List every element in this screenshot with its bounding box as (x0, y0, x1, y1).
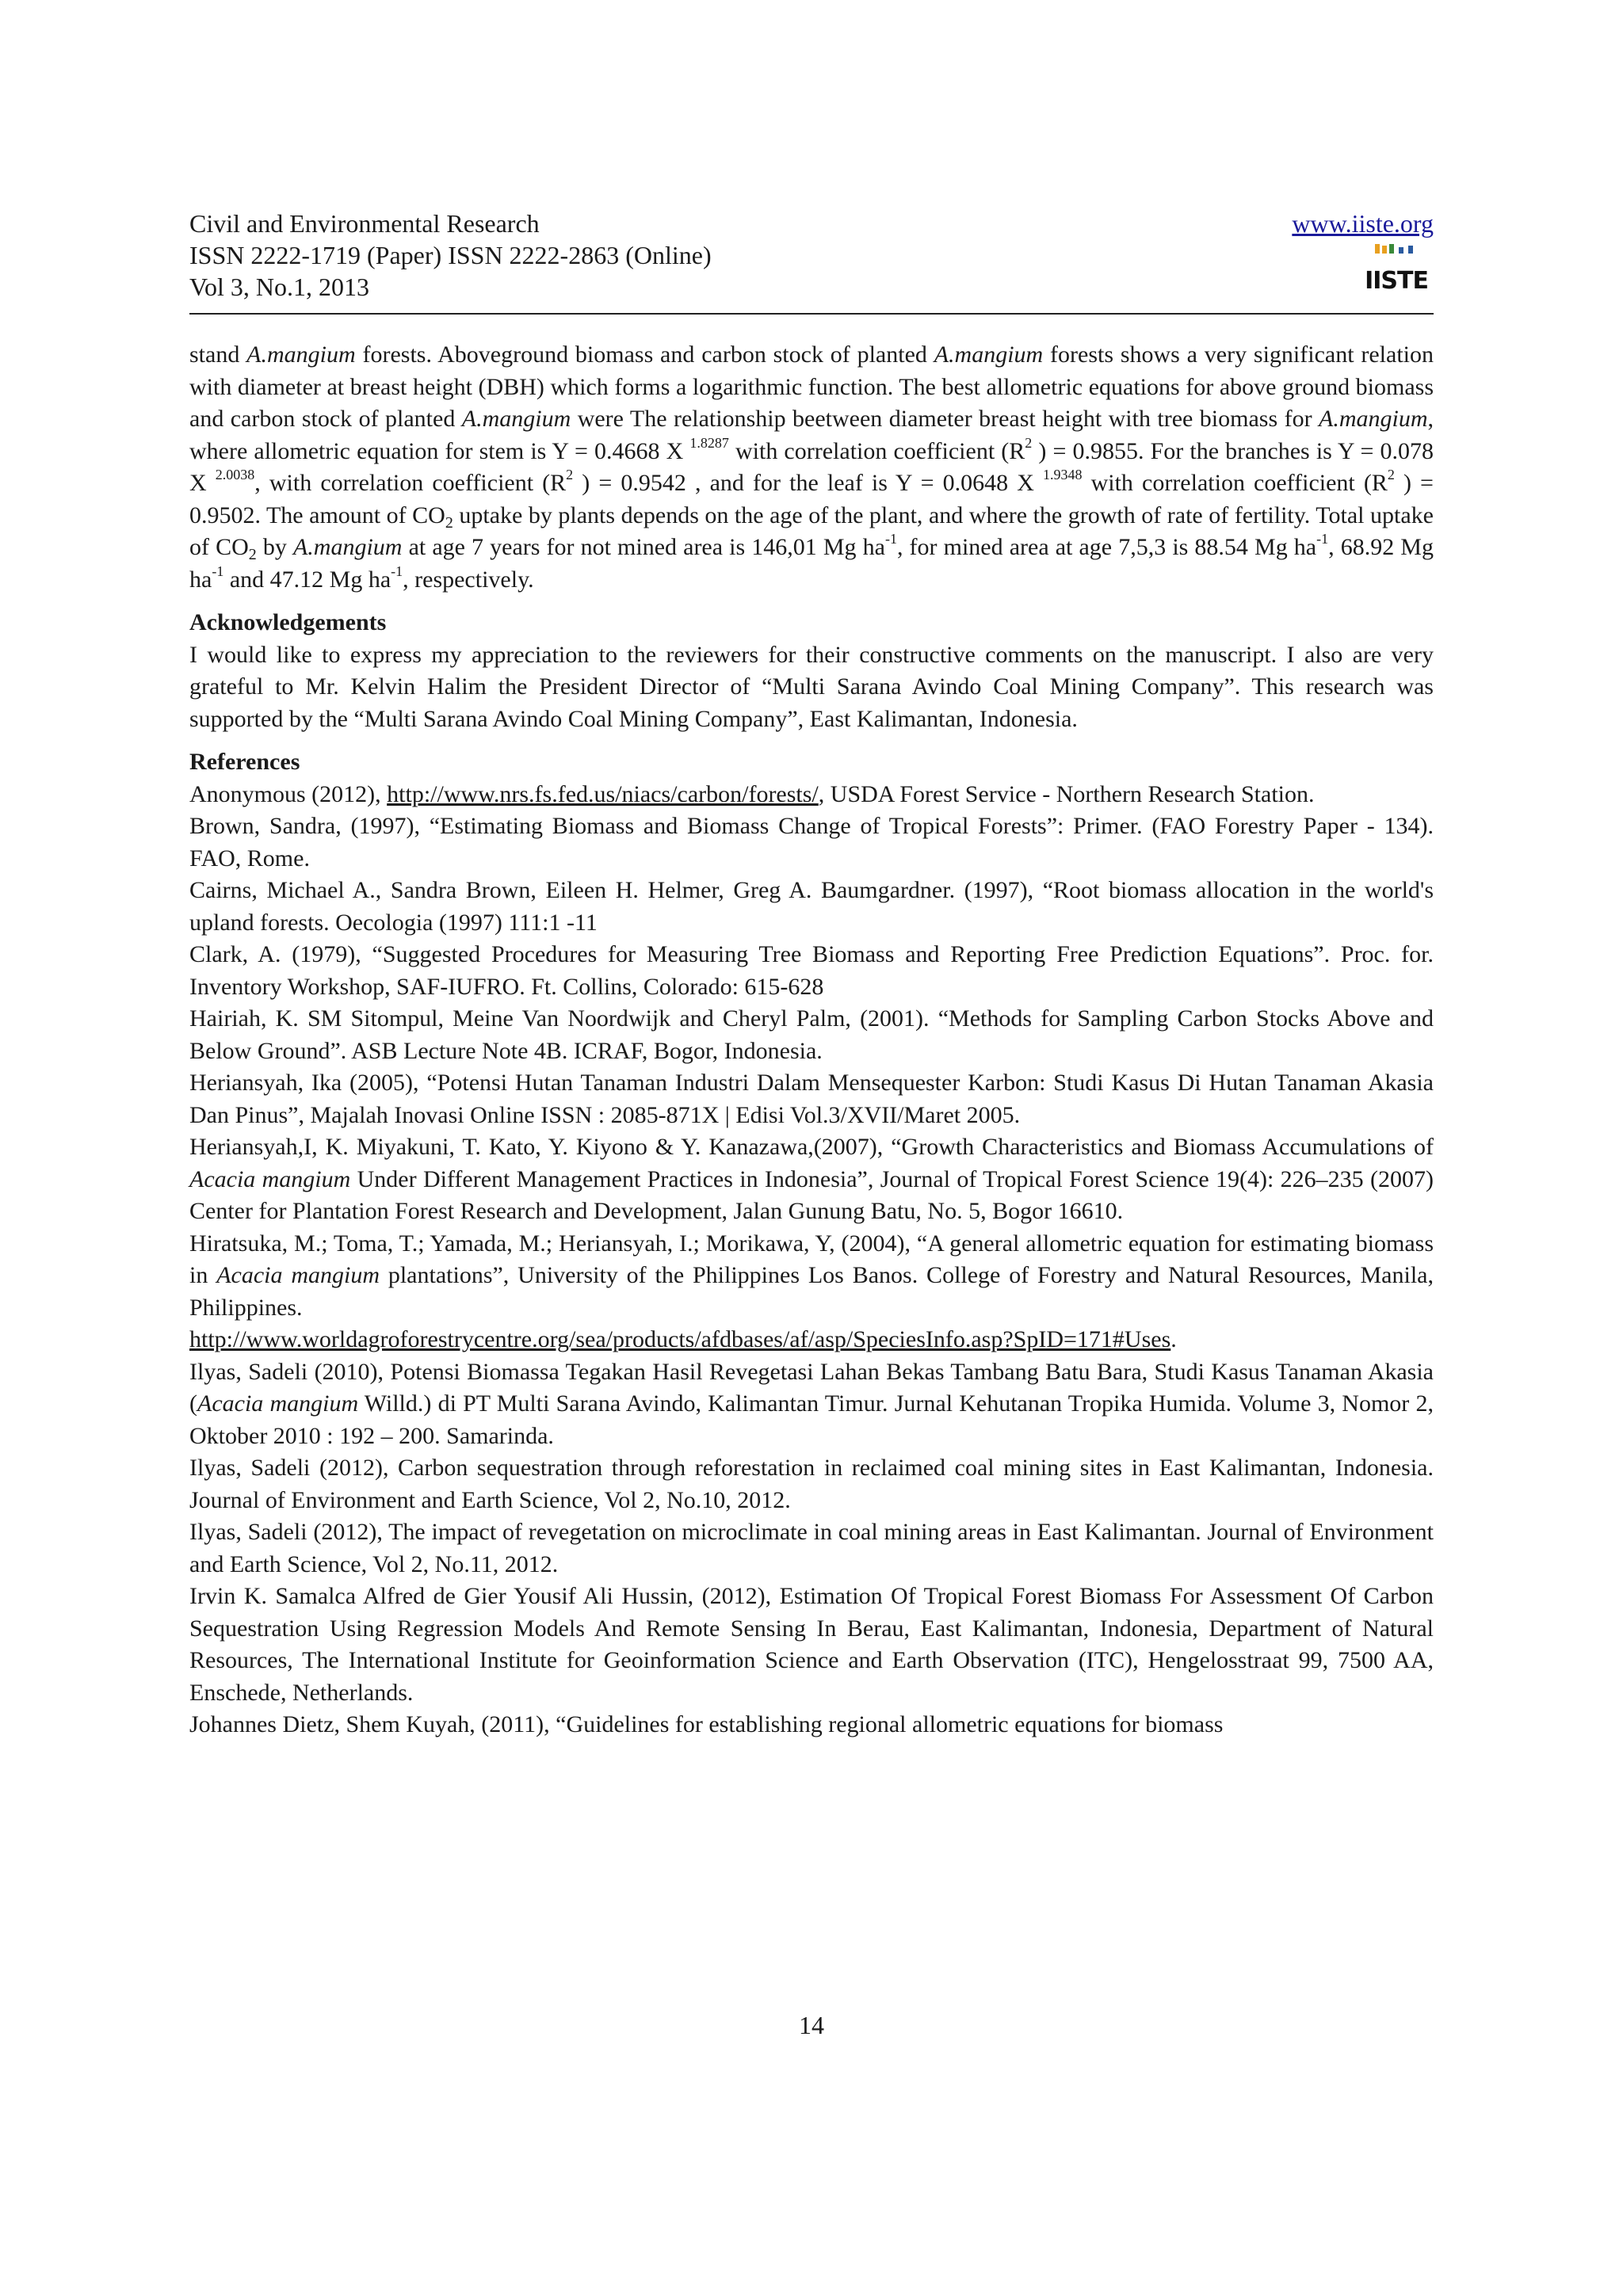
reference-item: Cairns, Michael A., Sandra Brown, Eileen H. Helmer, Greg A. Baumgardner. (1997), “Root biomass allocation in the world's upland forests. Oecologia (1997) 111:1 -11 (189, 877, 1434, 936)
journal-header (189, 208, 1434, 303)
journal-title: Civil and Environmental Research (189, 209, 540, 238)
conclusion-paragraph: stand A.mangium forests. Aboveground biomass and carbon stock of planted A.mangium forests shows a very significant relation with diameter at breast height (DBH) which forms a logarithmic function. The best allometric equations for above ground biomass and carbon stock of planted A.mangium were The relationship beetween diameter breast height with tree biomass for A.mangium, where allometric equation for stem is Y = 0.4668 X $^{1.8287}$ with correlation coefficient ($R^2$ ) = 0.9855. For the branches is Y = 0.078 X $^{2.0038}$, with correlation coefficient ($R^2$ ) = 0.9542 , and for the leaf is Y = 0.0648 X $^{1.9348}$ with correlation coefficient ($R^2$ ) = 0.9502. The amount of $CO_2$ uptake by plants depends on the age of the plant, and where the growth of rate of fertility. Total uptake of $CO_2$ by A.mangium at age 7 years for not mined area is 146,01 Mg $ha^{-1}$, for mined area at age 7,5,3 is 88.54 Mg $ha^{-1}$, 68.92 Mg $ha^{-1}$ and 47.12 Mg $ha^{-1}$, respectively. (189, 341, 1434, 593)
logo-text: IISTE (1365, 267, 1428, 295)
reference-item: Clark, A. (1979), “Suggested Procedures for Measuring Tree Biomass and Reporting Free Prediction Equations”. Proc. for. Inventory Workshop, SAF-IUFRO. Ft. Collins, Colorado: 615-628 (189, 941, 1434, 1000)
reference-item: Heriansyah, Ika (2005), “Potensi Hutan Tanaman Industri Dalam Mensequester Karbon: Studi Kasus Di Hutan Tanaman Akasia Dan Pinus”, Majalah Inovasi Online ISSN : 2085-871X | Edisi Vol.3/XVII/Maret 2005. (189, 1070, 1434, 1128)
journal-volume: Vol 3, No.1, 2013 (189, 273, 369, 301)
reference-item: Irvin K. Samalca Alfred de Gier Yousif Ali Hussin, (2012), Estimation Of Tropical Forest Biomass For Assessment Of Carbon Sequestration Using Regression Models And Remote Sensing In Berau, East Kalimantan, Indonesia, Department of Natural Resources, The International Institute for Geoinformation Science and Earth Observation (ITC), Hengelosstraat 99, 7500 AA, Enschede, Netherlands. (189, 1583, 1434, 1706)
reference-item: Ilyas, Sadeli (2012), The impact of revegetation on microclimate in coal mining areas in East Kalimantan. Journal of Environment and Earth Science, Vol 2, No.11, 2012. (189, 1519, 1434, 1577)
reference-item: Johannes Dietz, Shem Kuyah, (2011), “Guidelines for establishing regional allometric equations for biomass (189, 1711, 1224, 1737)
page-number: 14 (799, 2011, 824, 2039)
reference-item: Ilyas, Sadeli (2012), Carbon sequestration through reforestation in reclaimed coal mining sites in East Kalimantan, Indonesia. Journal of Environment and Earth Science, Vol 2, No.10, 2012. (189, 1455, 1434, 1513)
references-heading: References (189, 749, 300, 775)
acknowledgements-text: I would like to express my appreciation to the reviewers for their constructive comments on the manuscript. I also are very grateful to Mr. Kelvin Halim the President Director of “Multi Sarana Avindo Coal Mining Company”. This research was supported by the “Multi Sarana Avindo Coal Mining Company”, East Kalimantan, Indonesia. (189, 641, 1434, 732)
reference-item: http://www.worldagroforestrycentre.org/sea/products/afdbases/af/asp/SpeciesInfo.asp?SpID=171#Uses. (189, 1326, 1177, 1352)
journal-issn: ISSN 2222-1719 (Paper) ISSN 2222-2863 (Online) (189, 241, 712, 269)
reference-item: Heriansyah,I, K. Miyakuni, T. Kato, Y. Kiyono & Y. Kanazawa,(2007), “Growth Characteristics and Biomass Accumulations of Acacia mangium Under Different Management Practices in Indonesia”, Journal of Tropical Forest Science 19(4): 226–235 (2007) Center for Plantation Forest Research and Development, Jalan Gunung Batu, No. 5, Bogor 16610. (189, 1134, 1434, 1224)
reference-item: Hairiah, K. SM Sitompul, Meine Van Noordwijk and Cheryl Palm, (2001). “Methods for Sampling Carbon Stocks Above and Below Ground”. ASB Lecture Note 4B. ICRAF, Bogor, Indonesia. (189, 1005, 1434, 1064)
reference-item: Brown, Sandra, (1997), “Estimating Biomass and Biomass Change of Tropical Forests”: Primer. (FAO Forestry Paper - 134). FAO, Rome. (189, 813, 1434, 871)
reference-item: Ilyas, Sadeli (2010), Potensi Biomassa Tegakan Hasil Revegetasi Lahan Bekas Tambang Batu Bara, Studi Kasus Tanaman Akasia (Acacia mangium Willd.) di PT Multi Sarana Avindo, Kalimantan Timur. Jurnal Kehutanan Tropika Humida. Volume 3, Nomor 2, Oktober 2010 : 192 – 200. Samarinda. (189, 1358, 1434, 1449)
header-rule (189, 313, 1434, 315)
reference-link[interactable]: http://www.worldagroforestrycentre.org/sea/products/afdbases/af/asp/SpeciesInfo.asp?SpID=171#Uses (189, 1326, 1171, 1352)
reference-item: Anonymous (2012), http://www.nrs.fs.fed.us/niacs/carbon/forests/, USDA Forest Service - Northern Research Station. (189, 780, 1315, 807)
journal-url-link[interactable]: www.iiste.org (1292, 209, 1434, 238)
iiste-logo-icon (1365, 242, 1428, 295)
journal-info (189, 208, 1434, 303)
reference-item: Hiratsuka, M.; Toma, T.; Yamada, M.; Heriansyah, I.; Morikawa, Y, (2004), “A general allometric equation for estimating biomass in Acacia mangium plantations”, University of the Philippines Los Banos. College of Forestry and Natural Resources, Manila, Philippines. (189, 1230, 1434, 1321)
page-body (189, 339, 1434, 1741)
acknowledgements-heading: Acknowledgements (189, 609, 387, 635)
reference-link[interactable]: http://www.nrs.fs.fed.us/niacs/carbon/forests/ (387, 780, 819, 807)
